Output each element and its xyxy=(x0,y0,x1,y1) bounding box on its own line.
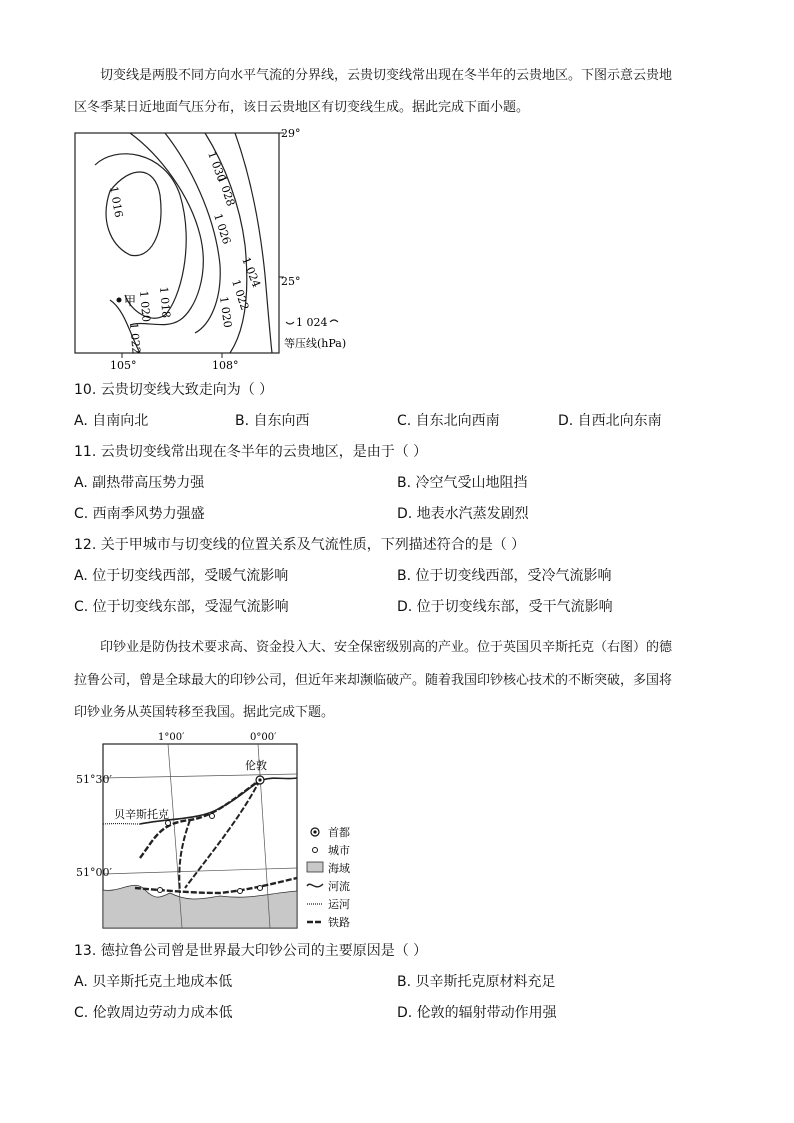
legend-river-symbol xyxy=(307,884,323,887)
isobar-label-1022: 1 022 xyxy=(229,277,252,312)
q11-option-c[interactable]: C. 西南季风势力强盛 xyxy=(74,506,205,522)
isobar-label-1022-b: 1 022 xyxy=(127,322,143,355)
isobar-label-1026: 1 026 xyxy=(211,211,234,246)
q10-option-b[interactable]: B. 自东向西 xyxy=(235,413,310,429)
intro-paragraph-1-line-2: 区冬季某日近地面气压分布，该日云贵地区有切变线生成。据此完成下面小题。 xyxy=(74,100,530,115)
q13-option-a[interactable]: A. 贝辛斯托克土地成本低 xyxy=(74,974,233,990)
q10-option-c[interactable]: C. 自东北向西南 xyxy=(397,413,500,429)
q11-option-b[interactable]: B. 冷空气受山地阻挡 xyxy=(397,475,528,491)
london-label: 伦敦 xyxy=(245,759,267,772)
lon-label-000: 0°00′ xyxy=(250,732,277,743)
graticule-lat-5130 xyxy=(103,774,297,778)
city-dot-3 xyxy=(158,888,163,893)
railway-3 xyxy=(185,780,260,888)
city-jia-dot xyxy=(117,298,122,303)
q11-option-d[interactable]: D. 地表水汽蒸发剧烈 xyxy=(397,506,529,522)
isobar-map xyxy=(70,125,370,385)
lat-label-5100: 51°00′ xyxy=(76,866,112,879)
legend-sea-label: 海域 xyxy=(328,862,350,875)
isobar-label-1018: 1 018 xyxy=(157,286,173,319)
lat-label-25: 25° xyxy=(281,275,301,288)
isobar-map-frame xyxy=(75,133,279,353)
q12-option-a[interactable]: A. 位于切变线西部，受暖气流影响 xyxy=(74,568,289,584)
legend-city-symbol xyxy=(313,848,318,853)
q13-stem: 13. 德拉鲁公司曾是世界最大印钞公司的主要原因是（ ） xyxy=(74,943,428,959)
basingstoke-city-dot xyxy=(166,821,171,826)
q11-stem: 11. 云贵切变线常出现在冬半年的云贵地区，是由于（ ） xyxy=(74,444,428,460)
legend-capital-symbol-inner xyxy=(313,830,316,833)
q12-stem: 12. 关于甲城市与切变线的位置关系及气流性质，下列描述符合的是（ ） xyxy=(74,537,526,553)
legend-city-label: 城市 xyxy=(328,844,350,857)
isobar-label-1028: 1 028 xyxy=(215,173,238,208)
lon-label-108: 108° xyxy=(212,359,239,372)
q13-option-b[interactable]: B. 贝辛斯托克原材料充足 xyxy=(397,974,556,990)
lon-label-100: 1°00′ xyxy=(158,732,185,743)
q10-option-a[interactable]: A. 自南向北 xyxy=(74,413,149,429)
legend-isobar-line-left xyxy=(286,322,294,324)
city-dot-4 xyxy=(238,889,243,894)
q13-option-d[interactable]: D. 伦敦的辐射带动作用强 xyxy=(397,1005,557,1021)
intro-paragraph-2-line-1: 印钞业是防伪技术要求高、资金投入大、安全保密级别高的产业。位于英国贝辛斯托克（右图）的德 xyxy=(100,640,673,655)
legend-railway-label: 铁路 xyxy=(328,916,350,929)
q12-option-c[interactable]: C. 位于切变线东部，受湿气流影响 xyxy=(74,599,289,615)
legend-canal-label: 运河 xyxy=(328,898,350,911)
legend-capital-label: 首都 xyxy=(328,826,350,839)
basingstoke-label: 贝辛斯托克 xyxy=(114,808,169,821)
city-dot-2 xyxy=(210,814,215,819)
legend-isobar-label: 等压线(hPa) xyxy=(284,337,347,350)
lon-label-105: 105° xyxy=(110,359,137,372)
q12-option-b[interactable]: B. 位于切变线西部，受冷气流影响 xyxy=(397,568,612,584)
intro-paragraph-2-line-3: 印钞业务从英国转移至我国。据此完成下题。 xyxy=(74,705,335,720)
intro-paragraph-1-line-1: 切变线是两股不同方向水平气流的分界线，云贵切变线常出现在冬半年的云贵地区。下图示意云贵地 xyxy=(100,68,673,83)
q13-option-c[interactable]: C. 伦敦周边劳动力成本低 xyxy=(74,1005,233,1021)
city-dot-5 xyxy=(258,886,263,891)
legend-river-label: 河流 xyxy=(328,880,350,893)
isobar-label-1016: 1 016 xyxy=(107,185,126,219)
england-map xyxy=(100,728,370,933)
london-capital-inner xyxy=(258,778,261,781)
city-jia-label: 甲 xyxy=(124,294,137,308)
legend-isobar-line-right xyxy=(330,320,338,322)
lat-label-29: 29° xyxy=(281,127,301,140)
isobar-label-1020-b: 1 020 xyxy=(137,290,153,323)
lat-label-5130: 51°30′ xyxy=(76,773,112,786)
q11-option-a[interactable]: A. 副热带高压势力强 xyxy=(74,475,205,491)
isobar-1026 xyxy=(235,133,272,353)
q10-stem: 10. 云贵切变线大致走向为（ ） xyxy=(74,382,274,398)
legend-isobar-value: 1 024 xyxy=(296,316,328,329)
isobar-label-1024: 1 024 xyxy=(239,255,264,290)
intro-paragraph-2-line-2: 拉鲁公司，曾是全球最大的印钞公司，但近年来却濒临破产。随着我国印钞核心技术的不断突破，多国将 xyxy=(74,673,673,688)
isobar-label-1030: 1 030 xyxy=(205,149,229,184)
q10-option-d[interactable]: D. 自西北向东南 xyxy=(558,413,662,429)
legend-sea-symbol xyxy=(307,862,323,872)
q12-option-d[interactable]: D. 位于切变线东部，受干气流影响 xyxy=(397,599,613,615)
isobar-label-1020: 1 020 xyxy=(217,295,235,329)
